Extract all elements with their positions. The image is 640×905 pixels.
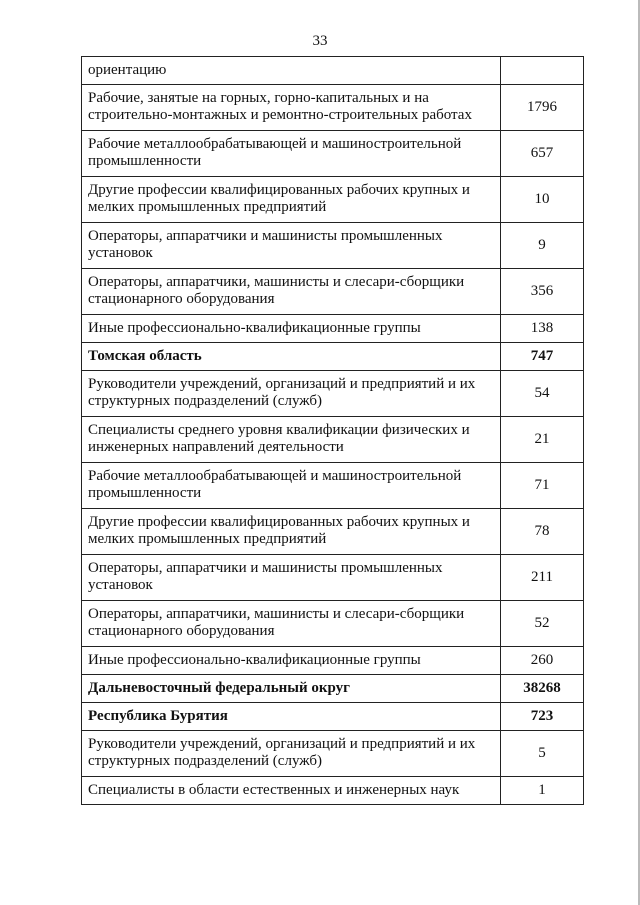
row-value: 52: [501, 601, 584, 647]
table-row: [82, 509, 584, 555]
row-value: 9: [501, 223, 584, 269]
row-value: 747: [501, 343, 584, 371]
row-label: Специалисты среднего уровня квалификации физических и инженерных направлений деятельности: [82, 417, 501, 463]
row-label: Другие профессии квалифицированных рабочих крупных и мелких промышленных предприятий: [82, 509, 501, 555]
table-row-region: [82, 675, 584, 703]
table-row: [82, 601, 584, 647]
row-label: Операторы, аппаратчики, машинисты и слесари-сборщики стационарного оборудования: [82, 269, 501, 315]
row-value: 5: [501, 731, 584, 777]
row-value: 211: [501, 555, 584, 601]
table-row: [82, 85, 584, 131]
table-row: [82, 131, 584, 177]
row-value: 657: [501, 131, 584, 177]
table-row: [82, 315, 584, 343]
row-value: 356: [501, 269, 584, 315]
row-label: Иные профессионально-квалификационные группы: [82, 315, 501, 343]
row-label: ориентацию: [82, 57, 501, 85]
table-row: [82, 555, 584, 601]
row-value: 138: [501, 315, 584, 343]
row-label: Руководители учреждений, организаций и предприятий и их структурных подразделений (служб): [82, 731, 501, 777]
row-value: 38268: [501, 675, 584, 703]
row-label: Операторы, аппаратчики и машинисты промышленных установок: [82, 555, 501, 601]
row-label: Томская область: [82, 343, 501, 371]
row-label: Иные профессионально-квалификационные группы: [82, 647, 501, 675]
table-row: [82, 777, 584, 805]
table-row: [82, 57, 584, 85]
row-value: 71: [501, 463, 584, 509]
row-label: Другие профессии квалифицированных рабочих крупных и мелких промышленных предприятий: [82, 177, 501, 223]
row-value: 54: [501, 371, 584, 417]
row-label: Рабочие металлообрабатывающей и машиностроительной промышленности: [82, 463, 501, 509]
row-label: Операторы, аппаратчики, машинисты и слесари-сборщики стационарного оборудования: [82, 601, 501, 647]
row-label: Руководители учреждений, организаций и предприятий и их структурных подразделений (служб): [82, 371, 501, 417]
row-value: 1796: [501, 85, 584, 131]
table-row: [82, 223, 584, 269]
row-label: Дальневосточный федеральный округ: [82, 675, 501, 703]
table-row: [82, 269, 584, 315]
row-value: 10: [501, 177, 584, 223]
row-label: Специалисты в области естественных и инженерных наук: [82, 777, 501, 805]
table-row: [82, 463, 584, 509]
table-body: [82, 57, 584, 805]
table-row: [82, 731, 584, 777]
row-value: 260: [501, 647, 584, 675]
data-table: [81, 56, 584, 805]
table-row-region: [82, 703, 584, 731]
table-row: [82, 417, 584, 463]
table-row: [82, 647, 584, 675]
table-row: [82, 177, 584, 223]
row-value: 723: [501, 703, 584, 731]
table-row: [82, 371, 584, 417]
row-label: Республика Бурятия: [82, 703, 501, 731]
row-label: Операторы, аппаратчики и машинисты промышленных установок: [82, 223, 501, 269]
row-label: Рабочие металлообрабатывающей и машиностроительной промышленности: [82, 131, 501, 177]
row-value: 78: [501, 509, 584, 555]
row-value: [501, 57, 584, 85]
row-label: Рабочие, занятые на горных, горно-капитальных и на строительно-монтажных и ремонтно-строительных работах: [82, 85, 501, 131]
table-row-region: [82, 343, 584, 371]
row-value: 21: [501, 417, 584, 463]
page-number: 33: [312, 33, 328, 49]
row-value: 1: [501, 777, 584, 805]
